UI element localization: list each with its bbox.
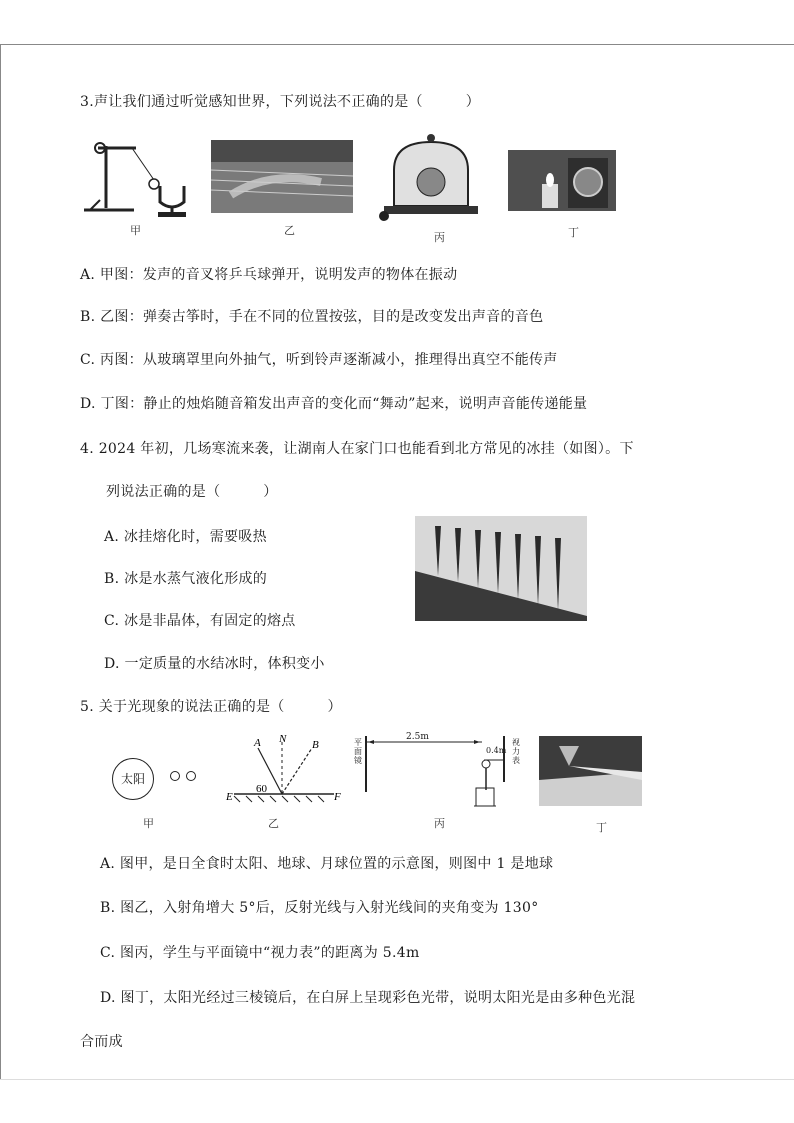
q4-icicle-photo: [415, 516, 587, 621]
q5-figure-bing: [354, 732, 526, 812]
q5-option-b: B. 图乙，入射角增大 5°后，反射光线与入射光线间的夹角变为 130°: [100, 900, 539, 916]
page-left-border: [0, 44, 1, 1079]
q3-figure-jia: [76, 138, 196, 220]
body-2-circle: [186, 771, 196, 781]
q3-caption-ding: 丁: [568, 226, 579, 239]
q3-figure-yi: [211, 140, 353, 213]
q3-caption-jia: 甲: [130, 224, 141, 237]
q5-option-c: C. 图丙，学生与平面镜中“视力表”的距离为 5.4m: [100, 945, 420, 961]
surface-e-label: E: [226, 791, 233, 803]
tuning-fork-stand-drawing: [76, 138, 196, 220]
q4-option-a: A. 冰挂熔化时，需要吸热: [104, 529, 267, 545]
normal-n-label: N: [279, 734, 287, 745]
q3-figure-bing: [376, 130, 486, 226]
q3-caption-yi: 乙: [284, 224, 295, 237]
ray-a-label: A: [254, 737, 261, 749]
ray-b-label: B: [312, 739, 319, 751]
q3-option-c: C. 丙图：从玻璃罩里向外抽气，听到铃声逐渐减小，推理得出真空不能传声: [80, 352, 558, 368]
page-top-border: [0, 44, 794, 45]
q5-figure-ding: [539, 736, 642, 806]
q5-caption-bing: 丙: [434, 817, 445, 830]
q3-caption-bing: 丙: [434, 231, 445, 244]
q4-option-b: B. 冰是水蒸气液化形成的: [104, 571, 268, 587]
angle-label: 60: [256, 783, 267, 795]
q5-option-d-continuation: 合而成: [80, 1034, 123, 1050]
q5-figure-yi: [224, 734, 344, 806]
eye-chart-label: 视力表: [512, 738, 520, 765]
prism-dispersion-photo: [539, 736, 642, 806]
q5-option-d: D. 图丁，太阳光经过三棱镜后，在白屏上呈现彩色光带，说明太阳光是由多种色光混: [100, 990, 636, 1006]
q5-caption-jia: 甲: [143, 817, 154, 830]
body-1-circle: [170, 771, 180, 781]
guzheng-photo: [211, 140, 353, 213]
q5-figure-jia: [108, 754, 208, 804]
q5-caption-ding: 丁: [596, 821, 607, 834]
mirror-label: 平面镜: [354, 738, 362, 765]
gap-label: 0.4m: [486, 746, 507, 755]
bell-jar-drawing: [376, 130, 486, 226]
q4-stem-line2: 列说法正确的是（ ）: [106, 484, 278, 500]
q3-figure-ding: [508, 150, 616, 211]
q5-option-a: A. 图甲，是日全食时太阳、地球、月球位置的示意图，则图中 1 是地球: [100, 856, 554, 872]
q5-stem: 5. 关于光现象的说法正确的是（ ）: [80, 699, 342, 715]
q3-option-b: B. 乙图：弹奏古筝时，手在不同的位置按弦，目的是改变发出声音的音色: [80, 309, 544, 325]
q4-stem-line1: 4. 2024 年初，几场寒流来袭，让湖南人在家门口也能看到北方常见的冰挂（如图）。下: [80, 441, 634, 457]
q4-option-d: D. 一定质量的水结冰时，体积变小: [104, 656, 325, 672]
speaker-candle-photo: [508, 150, 616, 211]
page-bottom-border: [0, 1079, 794, 1080]
sun-circle: 太阳: [112, 758, 154, 800]
q3-stem: 3.声让我们通过听觉感知世界，下列说法不正确的是（ ）: [80, 94, 481, 110]
q3-option-d: D. 丁图：静止的烛焰随音箱发出声音的变化而“舞动”起来，说明声音能传递能量: [80, 396, 588, 412]
distance-label: 2.5m: [406, 732, 429, 742]
eye-chart-mirror-diagram: [354, 732, 526, 812]
q5-caption-yi: 乙: [268, 817, 279, 830]
surface-f-label: F: [334, 791, 341, 803]
icicle-image: [415, 516, 587, 621]
q3-option-a: A. 甲图：发声的音叉将乒乓球弹开，说明发声的物体在振动: [80, 267, 458, 283]
reflection-diagram: [224, 734, 344, 806]
q4-option-c: C. 冰是非晶体，有固定的熔点: [104, 613, 296, 629]
